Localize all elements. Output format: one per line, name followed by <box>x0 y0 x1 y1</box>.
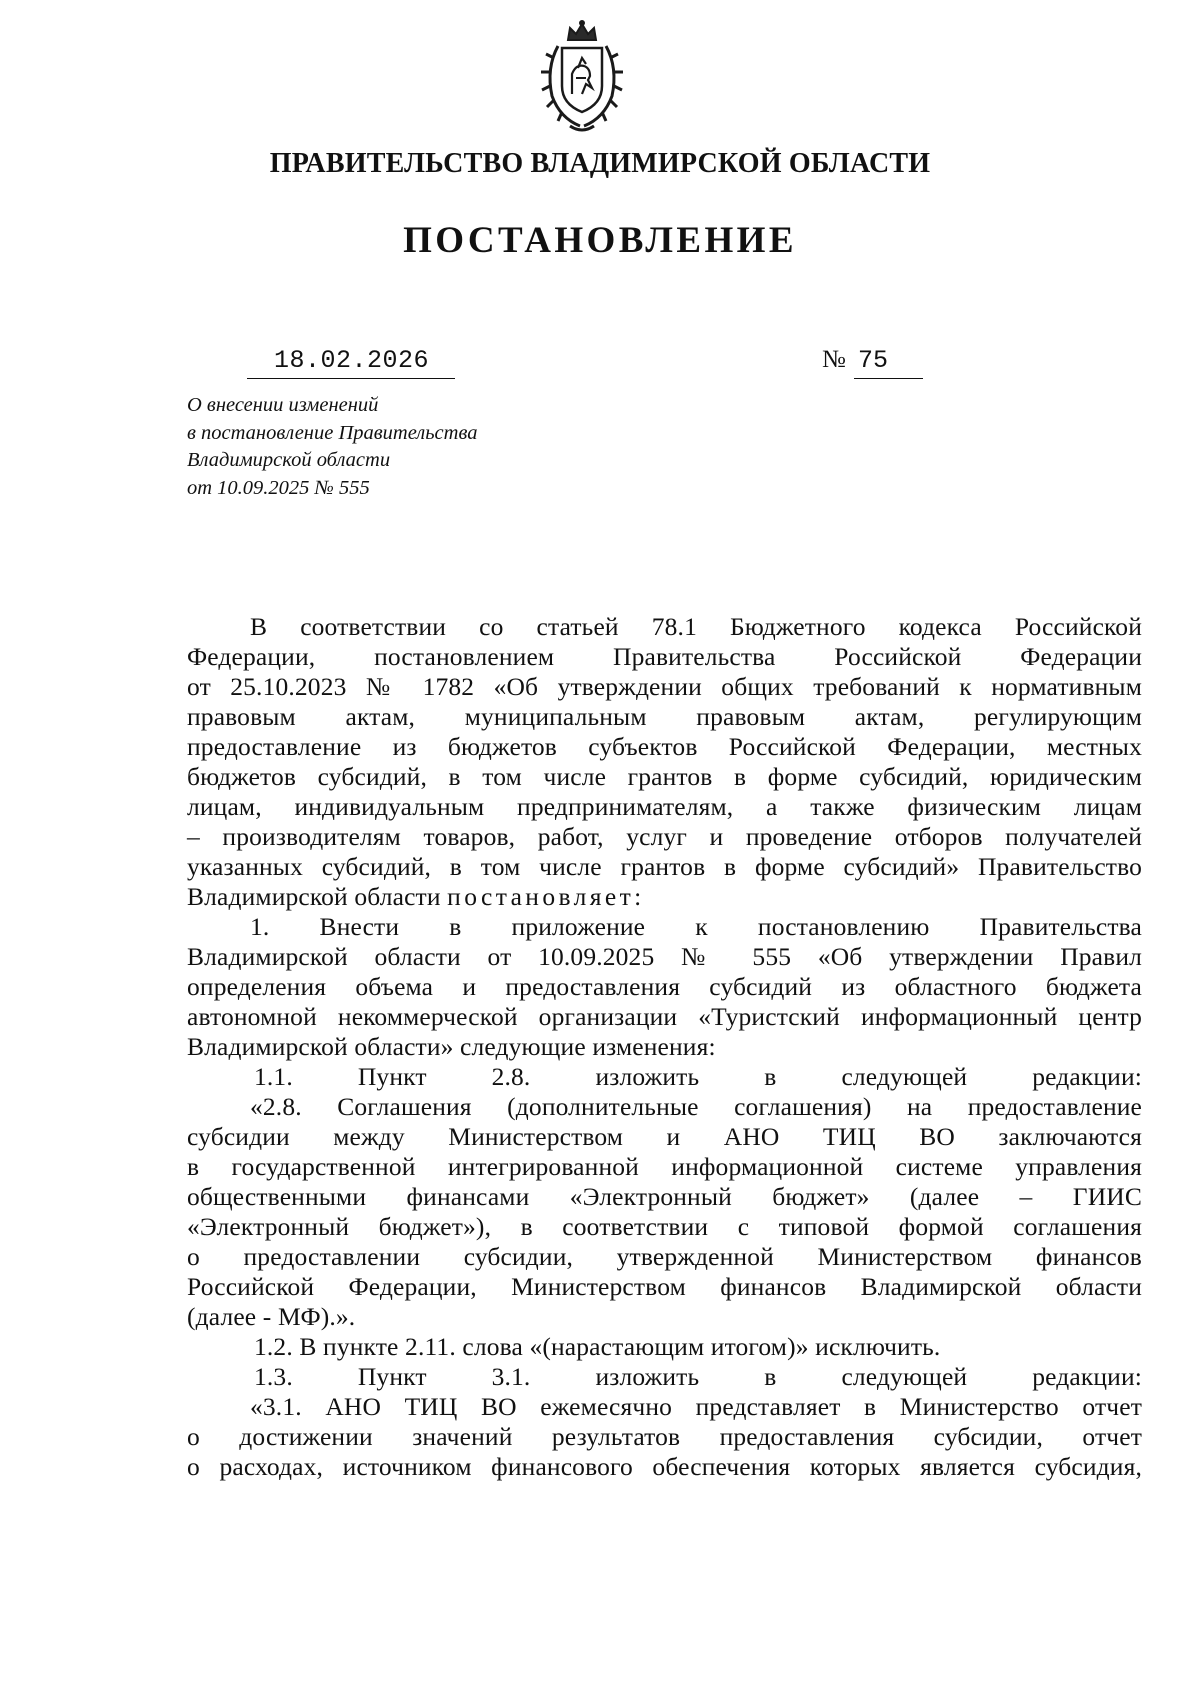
body-line: автономной некоммерческой организации «Туристский информационный центр <box>187 1002 1142 1031</box>
body-line: предоставление из бюджетов субъектов Российской Федерации, местных <box>187 732 1142 761</box>
number-label: № <box>822 346 846 373</box>
body-line: «3.1. АНО ТИЦ ВО ежемесячно представляет в Министерство отчет <box>250 1392 1142 1421</box>
body-line: от 25.10.2023 № 1782 «Об утверждении общих требований к нормативным <box>187 672 1142 701</box>
body-line: 1.3. Пункт 3.1. изложить в следующей редакции: <box>254 1362 1142 1391</box>
document-date: 18.02.2026 <box>274 346 430 375</box>
body-line: Владимирской области» следующие изменения: <box>187 1032 716 1061</box>
document-subject <box>187 392 477 502</box>
body-line: субсидии между Министерством и АНО ТИЦ ВО заключаются <box>187 1122 1142 1151</box>
body-line: «Электронный бюджет»), в соответствии с типовой формой соглашения <box>187 1212 1142 1241</box>
number-field <box>854 346 923 379</box>
body-line: лицам, индивидуальным предпринимателям, а также физическим лицам <box>187 792 1142 821</box>
organization-title: ПРАВИТЕЛЬСТВО ВЛАДИМИРСКОЙ ОБЛАСТИ <box>269 148 931 179</box>
body-line: в государственной интегрированной информационной системе управления <box>187 1152 1142 1181</box>
subject-line: от 10.09.2025 № 555 <box>187 476 370 499</box>
body-line: «2.8. Соглашения (дополнительные соглашения) на предоставление <box>250 1092 1142 1121</box>
body-line: 1.1. Пункт 2.8. изложить в следующей редакции: <box>254 1062 1142 1091</box>
body-line: общественными финансами «Электронный бюджет» (далее – ГИИС <box>187 1182 1142 1211</box>
body-line: 1.2. В пункте 2.11. слова «(нарастающим итогом)» исключить. <box>254 1332 941 1361</box>
subject-line: Владимирской области <box>187 449 391 471</box>
body-line: бюджетов субсидий, в том числе грантов в форме субсидий, юридическим <box>187 762 1142 791</box>
subject-line: О внесении изменений <box>187 394 379 416</box>
body-line: – производителям товаров, работ, услуг и проведение отборов получателей <box>187 822 1142 851</box>
document-type-title: ПОСТАНОВЛЕНИЕ <box>403 220 797 261</box>
body-line: указанных субсидий, в том числе грантов в форме субсидий» Правительство <box>187 852 1142 881</box>
body-line-text: Владимирской области <box>187 882 441 911</box>
body-line: (далее - МФ).». <box>187 1302 356 1331</box>
body-line: правовым актам, муниципальным правовым актам, регулирующим <box>187 702 1142 731</box>
body-line: Российской Федерации, Министерством финансов Владимирской области <box>187 1272 1142 1301</box>
coat-of-arms-icon <box>532 18 632 136</box>
body-line: В соответствии со статьей 78.1 Бюджетного кодекса Российской <box>250 612 1142 641</box>
body-line: о предоставлении субсидии, утвержденной Министерством финансов <box>187 1242 1142 1271</box>
body-line: Федерации, постановлением Правительства Российской Федерации <box>187 642 1142 671</box>
body-line: определения объема и предоставления субсидий из областного бюджета <box>187 972 1142 1001</box>
body-line: о расходах, источником финансового обеспечения которых является субсидия, <box>187 1452 1142 1481</box>
body-line <box>187 882 1142 912</box>
document-number: 75 <box>858 346 889 375</box>
body-line: Владимирской области от 10.09.2025 № 555 «Об утверждении Правил <box>187 942 1142 971</box>
body-line: 1. Внести в приложение к постановлению Правительства <box>250 912 1142 941</box>
subject-line: в постановление Правительства <box>187 421 478 444</box>
date-field <box>247 346 455 379</box>
decree-word: постановляет: <box>447 882 645 911</box>
body-line: о достижении значений результатов предоставления субсидии, отчет <box>187 1422 1142 1451</box>
